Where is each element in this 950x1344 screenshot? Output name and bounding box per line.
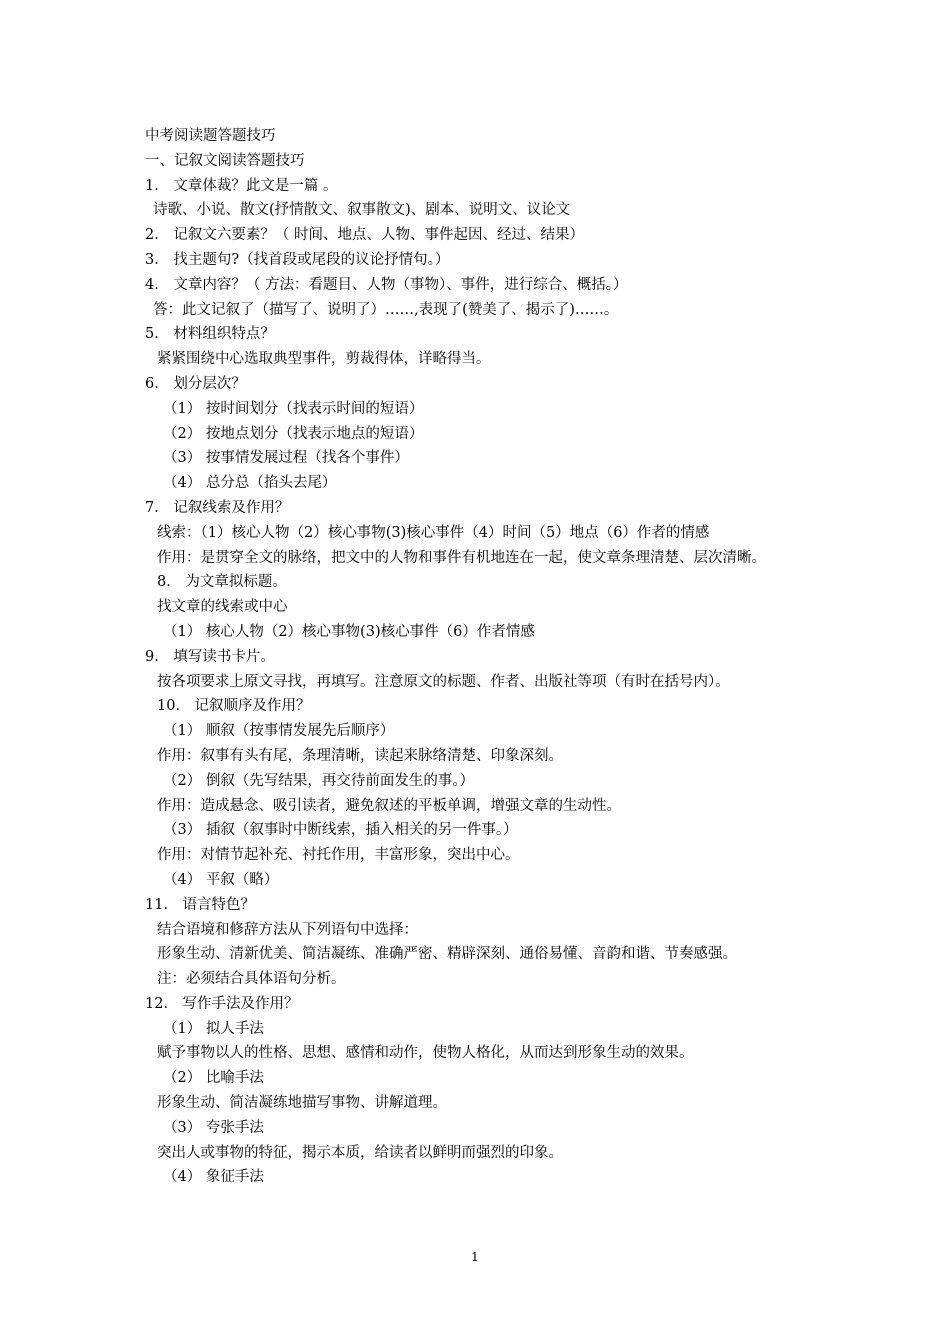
text-line: 形象生动、清新优美、简洁凝练、准确严密、精辟深刻、通俗易懂、音韵和谐、节奏感强。 xyxy=(157,946,737,963)
text-line: （3） 夸张手法 xyxy=(163,1119,264,1136)
text-line: 按各项要求上原文寻找，再填写。注意原文的标题、作者、出版社等项（有时在括号内）。 xyxy=(157,673,730,690)
text-line: 答：此文记叙了（描写了、说明了）……,表现了(赞美了、揭示了)……。 xyxy=(153,301,619,318)
document-body xyxy=(145,124,815,1190)
text-line: 作用：是贯穿全文的脉络，把文中的人物和事件有机地连在一起，使文章条理清楚、层次清晰。 xyxy=(157,549,766,566)
text-line: （1） 拟人手法 xyxy=(163,1020,264,1037)
text-line: （2） 按地点划分（找表示地点的短语） xyxy=(163,425,424,442)
text-line: （3） 按事情发展过程（找各个事件） xyxy=(163,450,409,467)
text-line: 结合语境和修辞方法从下列语句中选择： xyxy=(157,921,418,938)
text-line: 形象生动、简洁凝练地描写事物、讲解道理。 xyxy=(157,1095,447,1112)
text-line: 1． 文章体裁？此文是一篇 。 xyxy=(145,177,338,194)
text-line: 10． 记叙顺序及作用？ xyxy=(157,698,311,715)
text-line: 2． 记叙文六要素？（ 时间、地点、人物、事件起因、经过、结果） xyxy=(145,227,584,244)
text-line: 突出人或事物的特征，揭示本质，给读者以鲜明而强烈的印象。 xyxy=(157,1144,563,1161)
text-line: （2） 比喻手法 xyxy=(163,1070,264,1087)
text-line: 紧紧围绕中心选取典型事件，剪裁得体，详略得当。 xyxy=(157,351,491,368)
text-line: 9． 填写读书卡片。 xyxy=(145,648,275,665)
text-line: 6． 划分层次？ xyxy=(145,375,246,392)
text-line: 作用：叙事有头有尾，条理清晰，读起来脉络清楚、印象深刻。 xyxy=(157,747,563,764)
text-line: 诗歌、小说、散文(抒情散文、叙事散文)、剧本、说明文、议论文 xyxy=(153,202,571,219)
text-line: 5． 材料组织特点？ xyxy=(145,326,275,343)
text-line: 线索：（1）核心人物（2）核心事物(3)核心事件（4）时间（5）地点（6）作者的情感 xyxy=(157,524,710,541)
text-line: 作用：对情节起补充、衬托作用，丰富形象，突出中心。 xyxy=(157,847,520,864)
text-line: （2） 倒叙（先写结果，再交待前面发生的事。） xyxy=(163,772,475,789)
text-line: 作用：造成悬念、吸引读者，避免叙述的平板单调，增强文章的生动性。 xyxy=(157,797,621,814)
text-line: 注：必须结合具体语句分析。 xyxy=(157,971,346,988)
text-line: （1） 核心人物（2）核心事物(3)核心事件（6）作者情感 xyxy=(163,623,535,640)
text-line: 3． 找主题句?（找首段或尾段的议论抒情句。） xyxy=(145,251,450,268)
text-line: （4） 平叙（略） xyxy=(163,871,279,888)
text-line: 12． 写作手法及作用？ xyxy=(145,995,299,1012)
text-line: 找文章的线索或中心 xyxy=(157,599,288,616)
text-line: （1） 按时间划分（找表示时间的短语） xyxy=(163,400,424,417)
text-line: 11． 语言特色？ xyxy=(145,896,256,913)
text-line: （3） 插叙（叙事时中断线索，插入相关的另一件事。） xyxy=(163,822,518,839)
text-line: （4） 象征手法 xyxy=(163,1169,264,1186)
text-line: 一、记叙文阅读答题技巧 xyxy=(145,152,305,169)
text-line: （1） 顺叙（按事情发展先后顺序） xyxy=(163,723,395,740)
text-line: 8． 为文章拟标题。 xyxy=(157,574,287,591)
text-line: 4． 文章内容？（ 方法：看题目、人物（事物）、事件，进行综合、概括。） xyxy=(145,276,628,293)
text-line: 赋予事物以人的性格、思想、感情和动作，使物人格化，从而达到形象生动的效果。 xyxy=(157,1045,694,1062)
text-line: （4） 总分总（掐头去尾） xyxy=(163,475,337,492)
document-title: 中考阅读题答题技巧 xyxy=(145,128,276,144)
text-line: 7． 记叙线索及作用？ xyxy=(145,499,290,516)
page-number: 1 xyxy=(471,1250,479,1264)
